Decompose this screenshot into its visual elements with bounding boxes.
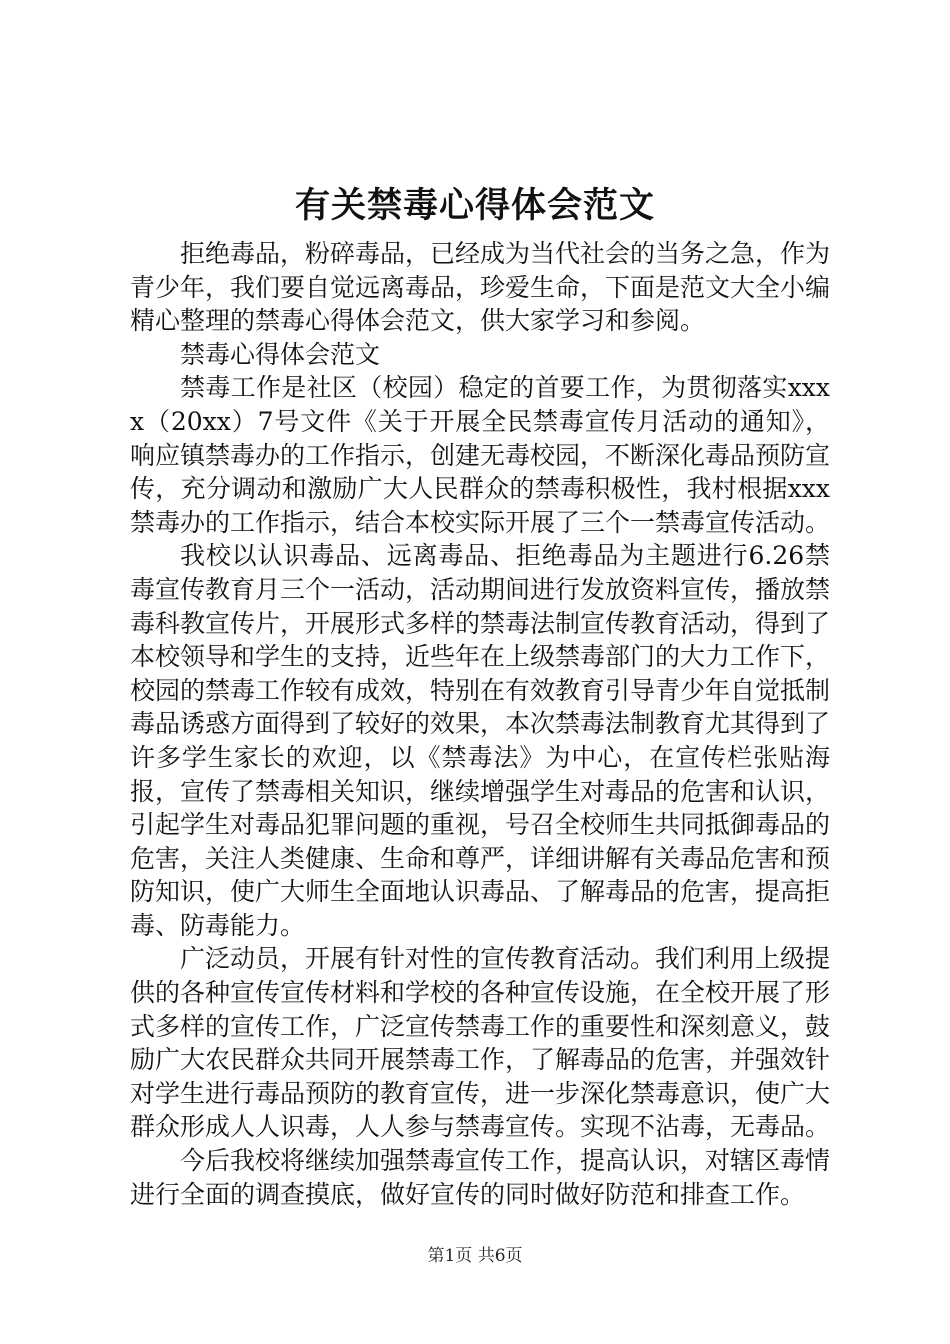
- body-paragraph-2: 我校以认识毒品、远离毒品、拒绝毒品为主题进行6.26禁毒宣传教育月三个一活动，活动期间进行发放资料宣传，播放禁毒科教宣传片，开展形式多样的禁毒法制宣传教育活动，得到了本校领导和学生的支持，近些年在上级禁毒部门的大力工作下，校园的禁毒工作较有成效，特别在有效教育引导青少年自觉抵制毒品诱惑方面得到了较好的效果，本次禁毒法制教育尤其得到了许多学生家长的欢迎，以《禁毒法》为中心，在宣传栏张贴海报，宣传了禁毒相关知识，继续增强学生对毒品的危害和认识，引起学生对毒品犯罪问题的重视，号召全校师生共同抵御毒品的危害，关注人类健康、生命和尊严，详细讲解有关毒品危害和预防知识，使广大师生全面地认识毒品、了解毒品的危害，提高拒毒、防毒能力。: [130, 541, 831, 940]
- section-heading: 禁毒心得体会范文: [180, 339, 381, 369]
- page-number-footer: 第1页 共6页: [427, 1246, 523, 1266]
- body-paragraph-1: 禁毒工作是社区（校园）稳定的首要工作，为贯彻落实xxxx（20xx）7号文件《关于开展全民禁毒宣传月活动的通知》，响应镇禁毒办的工作指示，创建无毒校园，不断深化毒品预防宣传，充分调动和激励广大人民群众的禁毒积极性，我村根据xxx禁毒办的工作指示，结合本校实际开展了三个一禁毒宣传活动。: [130, 373, 831, 537]
- body-paragraph-4: 今后我校将继续加强禁毒宣传工作，提高认识，对辖区毒情进行全面的调查摸底，做好宣传的同时做好防范和排查工作。: [130, 1146, 831, 1209]
- document-title: 有关禁毒心得体会范文: [294, 185, 655, 226]
- intro-paragraph: 拒绝毒品，粉碎毒品，已经成为当代社会的当务之急，作为青少年，我们要自觉远离毒品，珍爱生命，下面是范文大全小编精心整理的禁毒心得体会范文，供大家学习和参阅。: [130, 239, 831, 336]
- document-body: [130, 237, 830, 1211]
- body-paragraph-3: 广泛动员，开展有针对性的宣传教育活动。我们利用上级提供的各种宣传宣传材料和学校的各种宣传设施，在全校开展了形式多样的宣传工作，广泛宣传禁毒工作的重要性和深刻意义，鼓励广大农民群众共同开展禁毒工作，了解毒品的危害，并强效针对学生进行毒品预防的教育宣传，进一步深化禁毒意识，使广大群众形成人人识毒，人人参与禁毒宣传。实现不沾毒，无毒品。: [130, 944, 831, 1142]
